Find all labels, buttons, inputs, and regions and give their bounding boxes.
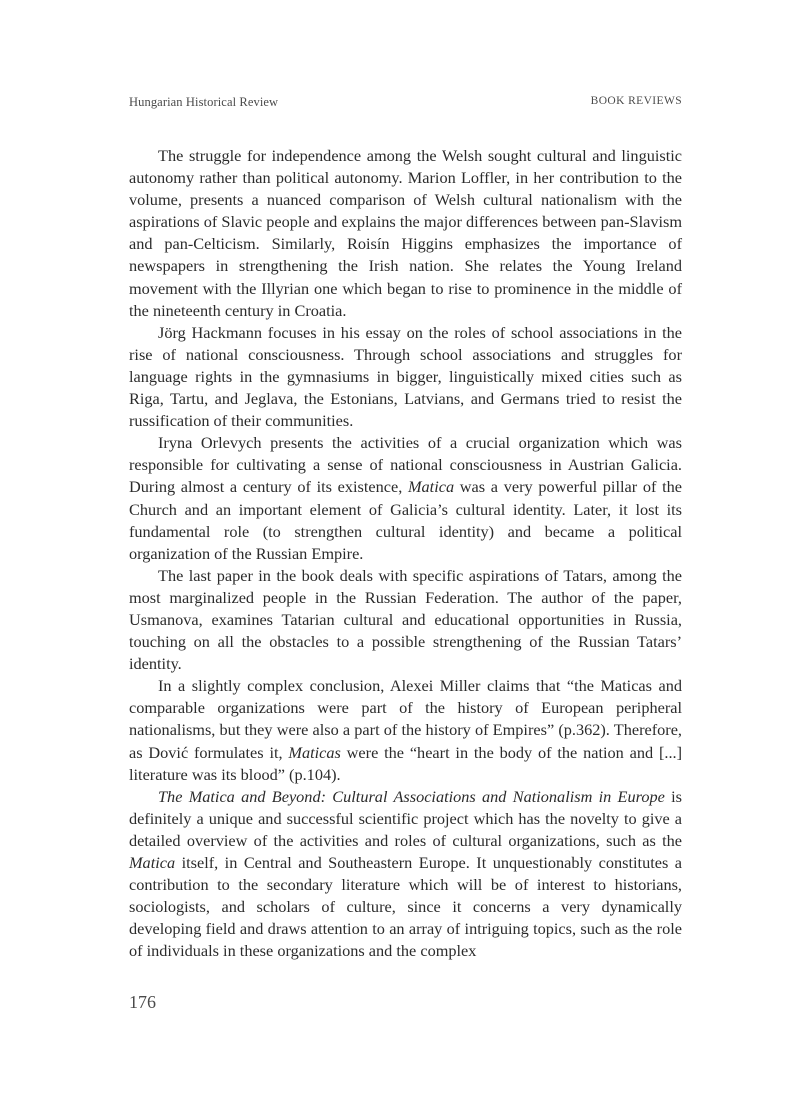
- paragraph-welsh: [129, 145, 682, 322]
- section-title: BOOK REVIEWS: [590, 95, 682, 107]
- paragraph-text: Jörg Hackmann focuses in his essay on the roles of school associations in the rise of national consciousness. Through school associations and struggles for language rights in the gymnasiums in bigger, linguistically mixed cities such as Riga, Tartu, and Jeglava, the Estonians, Latvians, and Germans tried to resist the russification of their communities.: [129, 322, 682, 431]
- italic-term: Matica: [129, 853, 176, 872]
- page-number: 176: [129, 992, 156, 1012]
- paragraph-conclusion: [129, 786, 682, 963]
- paragraph-text: is definitely a unique and successful scientific project which has the novelty to give a detailed overview of the activities and roles of cultural organizations, such as the: [129, 786, 683, 850]
- paragraph-hackmann: [129, 322, 682, 432]
- paragraph-text: was a very powerful pillar of the Church and an important element of Galicia’s cultural identity. Later, it lost its fundamental role (to strengthen cultural identity) and became a political organization of the Russian Empire.: [129, 477, 682, 563]
- paragraph-text: In a slightly complex conclusion, Alexei Miller claims that “the Maticas and comparable organizations were part of the history of European peripheral nationalisms, but they were also a part of the history of Empires” (p.362). Therefore, as Dović formulates it,: [129, 676, 682, 762]
- paragraph-text: Iryna Orlevych presents the activities of a crucial organization which was responsible for cultivating a sense of national consciousness in Austrian Galicia. During almost a century of its existence,: [129, 433, 682, 497]
- paragraph-text: itself, in Central and Southeastern Europe. It unquestionably constitutes a contribution to the secondary literature which will be of interest to historians, sociologists, and scholars of culture, since it concerns a very dynamically developing field and draws attention to an array of intriguing topics, such as the role of individuals in these organizations and the complex: [129, 853, 682, 961]
- paragraph-miller: [129, 675, 682, 785]
- paragraph-text: The struggle for independence among the Welsh sought cultural and linguistic autonomy rather than political autonomy. Marion Loffler, in her contribution to the volume, presents a nuanced comparison of Welsh cultural nationalism with the aspirations of Slavic people and explains the major differences between pan-Slavism and pan-Celticism. Similarly, Roisín Higgins emphasizes the importance of newspapers in strengthening the Irish nation. She relates the Young Ireland movement with the Illyrian one which began to rise to prominence in the middle of the nineteenth century in Croatia.: [129, 146, 682, 320]
- paragraph-tatars: [129, 565, 682, 675]
- paragraph-text: The last paper in the book deals with specific aspirations of Tatars, among the most marginalized people in the Russian Federation. The author of the paper, Usmanova, examines Tatarian cultural and educational opportunities in Russia, touching on all the obstacles to a possible strengthening of the Russian Tatars’ identity.: [129, 565, 682, 674]
- journal-title: Hungarian Historical Review: [129, 95, 279, 109]
- book-title: The Matica and Beyond: Cultural Associations and Nationalism in Europe: [158, 786, 665, 806]
- italic-term: Maticas: [288, 742, 341, 762]
- running-head: [129, 95, 682, 110]
- paragraph-orlevych: [129, 432, 682, 565]
- italic-term: Matica: [407, 477, 455, 497]
- review-body: [129, 145, 682, 962]
- paragraph-text: were the “heart in the body of the nation and [...] literature was its blood” (p.104).: [129, 742, 683, 784]
